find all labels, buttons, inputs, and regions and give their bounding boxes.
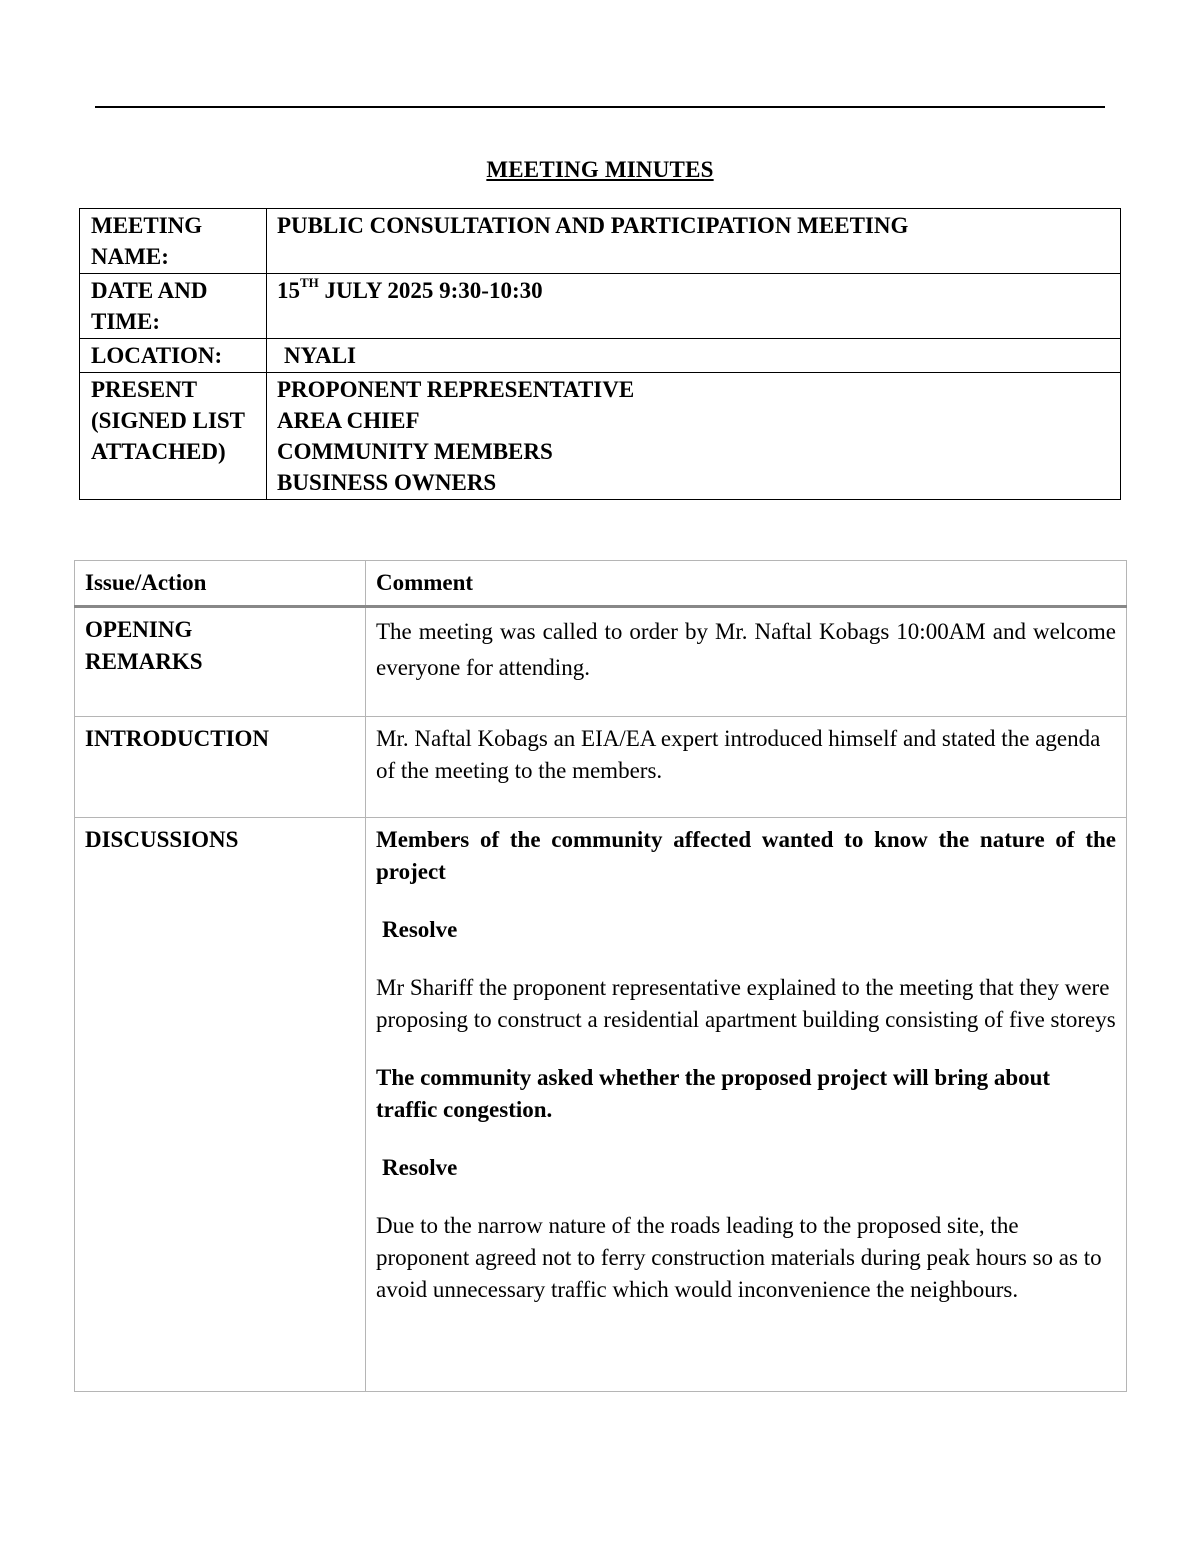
discussion-resolve-1: Resolve xyxy=(382,917,458,942)
table-row xyxy=(75,607,1127,717)
comment-discussions xyxy=(366,818,1127,1392)
meeting-name-value: PUBLIC CONSULTATION AND PARTICIPATION MEETING xyxy=(267,209,1121,274)
present-label: PRESENT (SIGNED LIST ATTACHED) xyxy=(80,373,267,500)
table-row xyxy=(75,818,1127,1392)
info-row-meeting-name xyxy=(80,209,1121,274)
date-rest: JULY 2025 9:30-10:30 xyxy=(318,278,543,303)
info-row-date xyxy=(80,274,1121,339)
meeting-name-label: MEETING NAME: xyxy=(80,209,267,274)
present-list xyxy=(267,373,1121,500)
meeting-info-table xyxy=(79,208,1121,500)
date-value xyxy=(267,274,1121,339)
present-item: AREA CHIEF xyxy=(277,408,420,433)
present-item: PROPONENT REPRESENTATIVE xyxy=(277,377,635,402)
date-label: DATE AND TIME: xyxy=(80,274,267,339)
discussion-answer-2: Due to the narrow nature of the roads leading to the proposed site, the proponent agreed not to ferry construction materials during peak hours so as to avoid unnecessary traffic which would inconvenience the neighbours. xyxy=(376,1213,1102,1302)
table-row xyxy=(75,717,1127,818)
page-title: MEETING MINUTES xyxy=(486,157,714,182)
discussion-answer-1: Mr Shariff the proponent representative explained to the meeting that they were proposing to construct a residential apartment building consisting of five storeys xyxy=(376,975,1116,1032)
location-text: NYALI xyxy=(284,343,357,368)
header-rule xyxy=(95,106,1105,108)
discussion-question-2: The community asked whether the proposed project will bring about traffic congestion. xyxy=(376,1065,1051,1122)
header-issue-action: Issue/Action xyxy=(75,561,366,607)
discussion-resolve-2: Resolve xyxy=(382,1155,458,1180)
date-day: 15 xyxy=(277,278,300,303)
location-value xyxy=(267,339,1121,373)
issues-header-row xyxy=(75,561,1127,607)
comment-opening-remarks: The meeting was called to order by Mr. Naftal Kobags 10:00AM and welcome everyone for attending. xyxy=(366,607,1127,717)
date-suffix: TH xyxy=(300,275,319,291)
issue-discussions: DISCUSSIONS xyxy=(75,818,366,1392)
issues-table xyxy=(74,560,1127,1392)
location-label: LOCATION: xyxy=(80,339,267,373)
comment-introduction: Mr. Naftal Kobags an EIA/EA expert introduced himself and stated the agenda of the meeting to the members. xyxy=(366,717,1127,818)
info-row-present xyxy=(80,373,1121,500)
discussion-question-1: Members of the community affected wanted to know the nature of the project xyxy=(376,827,1116,884)
present-item: COMMUNITY MEMBERS xyxy=(277,439,553,464)
present-item: BUSINESS OWNERS xyxy=(277,470,497,495)
header-comment: Comment xyxy=(366,561,1127,607)
info-row-location xyxy=(80,339,1121,373)
issue-introduction: INTRODUCTION xyxy=(75,717,366,818)
issue-opening-remarks: OPENING REMARKS xyxy=(75,607,366,717)
